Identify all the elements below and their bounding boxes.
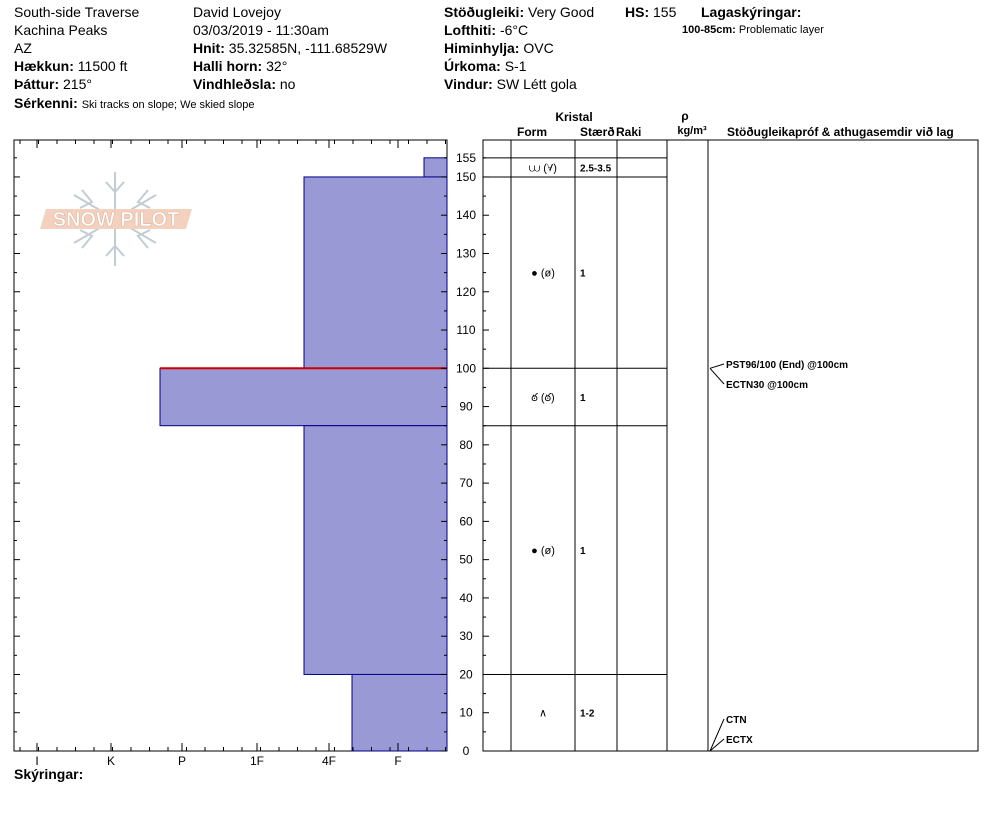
form-header: Form	[517, 125, 547, 139]
coords-value: 35.32585N, -111.68529W	[228, 40, 388, 56]
wind-loading-label: Vindhleðsla:	[193, 76, 276, 92]
grain-size-3: 1	[580, 393, 586, 405]
depth-label-90: 90	[459, 399, 473, 414]
route-name: South-side Traverse	[14, 4, 140, 20]
density-unit: kg/m³	[677, 125, 707, 137]
features-label: Sérkenni:	[14, 95, 78, 111]
logo-text: SNOW PILOT	[52, 209, 180, 231]
precip-label: Úrkoma:	[444, 58, 501, 74]
comments-header: Stöðugleikapróf & athugasemdir við lag	[727, 125, 954, 139]
logo-banner	[40, 209, 192, 231]
crystal-table-rows	[529, 162, 612, 719]
wind-loading-value: no	[279, 76, 296, 92]
depth-label-10: 10	[459, 705, 473, 720]
elevation-label: Hækkun:	[14, 58, 74, 74]
hardness-label-i: I	[35, 754, 39, 768]
depth-label-0: 0	[462, 744, 470, 758]
grain-size-5: 1-2	[580, 708, 595, 720]
depth-label-20: 20	[459, 667, 473, 682]
layer-bar-1	[424, 158, 447, 177]
depth-label-140: 140	[455, 208, 477, 223]
aspect-value: 215°	[63, 76, 92, 92]
crystal-table-headers	[517, 109, 954, 139]
aspect-label: Þáttur:	[14, 76, 60, 92]
test-pointer	[710, 368, 724, 384]
wind-value: SW Létt gola	[496, 76, 577, 92]
density-symbol: ρ	[681, 109, 689, 123]
legend-text: Problematic layer	[738, 24, 824, 36]
test-result-4: ECTX	[726, 735, 753, 746]
area-name: Kachina Peaks	[14, 22, 108, 38]
sky-value: OVC	[523, 40, 554, 56]
hardness-label-4f: 4F	[321, 754, 337, 768]
air-temp-label: Lofthiti:	[444, 22, 497, 38]
grain-size-4: 1	[580, 546, 586, 558]
layer-bars	[160, 158, 447, 751]
air-temp-value: -6°C	[499, 22, 529, 38]
grain-form-4: ● (ø)	[531, 545, 555, 558]
test-pointer	[710, 719, 724, 751]
test-result-2: ECTN30 @100cm	[726, 380, 809, 391]
depth-label-50: 50	[459, 552, 473, 567]
sky-label: Himinhylja:	[444, 40, 520, 56]
crystal-table	[483, 140, 978, 751]
depth-label-130: 130	[455, 246, 477, 261]
grain-size-1: 2.5-3.5	[580, 163, 612, 175]
layer-bar-3	[160, 368, 447, 425]
depth-label-60: 60	[459, 514, 473, 529]
slope-label: Halli horn:	[193, 58, 263, 74]
hardness-label-f: F	[394, 754, 402, 768]
depth-label-80: 80	[459, 437, 473, 452]
depth-label-150: 150	[455, 169, 477, 184]
depth-label-110: 110	[456, 323, 476, 338]
depth-label-100: 100	[455, 361, 477, 376]
state-name: AZ	[14, 40, 32, 56]
test-pointer	[710, 364, 724, 368]
snowpilot-logo	[40, 172, 192, 266]
depth-label-120: 120	[455, 284, 477, 299]
precip-value: S-1	[504, 58, 527, 74]
hs-label: HS:	[625, 4, 650, 20]
grain-form-2: ● (ø)	[531, 267, 555, 280]
depth-label-70: 70	[459, 476, 473, 491]
elevation-value: 11500 ft	[77, 58, 128, 74]
grain-size-2: 1	[580, 268, 586, 280]
stability-test-results	[710, 360, 848, 751]
depth-label-30: 30	[459, 629, 473, 644]
table-border	[483, 140, 978, 751]
layer-bar-2	[304, 177, 447, 368]
depth-label-155: 155	[455, 150, 477, 165]
test-result-3: CTN	[726, 715, 747, 726]
hardness-label-k: K	[106, 754, 116, 768]
crystal-header: Kristal	[555, 110, 593, 124]
grain-form-5: ∧	[538, 707, 548, 720]
legend-range: 100-85cm:	[682, 24, 736, 36]
hs-value: 155	[653, 4, 677, 20]
hardness-label-1f: 1F	[249, 754, 265, 768]
legend-title: Lagaskýringar:	[701, 4, 802, 20]
stability-value: Very Good	[528, 4, 595, 20]
test-result-1: PST96/100 (End) @100cm	[726, 360, 849, 371]
stability-label: Stöðugleiki:	[444, 4, 525, 20]
grain-form-3: ఠ (ఠ)	[531, 392, 555, 405]
hardness-label-p: P	[177, 754, 187, 768]
observer-name: David Lovejoy	[193, 4, 281, 20]
wind-label: Vindur:	[444, 76, 493, 92]
slope-value: 32°	[266, 58, 288, 74]
moisture-header: Raki	[616, 125, 642, 139]
depth-label-40: 40	[459, 590, 473, 605]
notes-label: Skýringar:	[14, 766, 84, 782]
size-header: Stærð	[580, 125, 615, 139]
layer-bar-4	[304, 426, 447, 675]
layer-bar-5	[352, 674, 447, 751]
grain-form-1: ⩊ (∀)	[529, 162, 557, 175]
observation-datetime: 03/03/2019 - 11:30am	[193, 22, 329, 38]
coords-label: Hnit:	[193, 40, 225, 56]
features-value: Ski tracks on slope; We skied slope	[81, 99, 255, 111]
